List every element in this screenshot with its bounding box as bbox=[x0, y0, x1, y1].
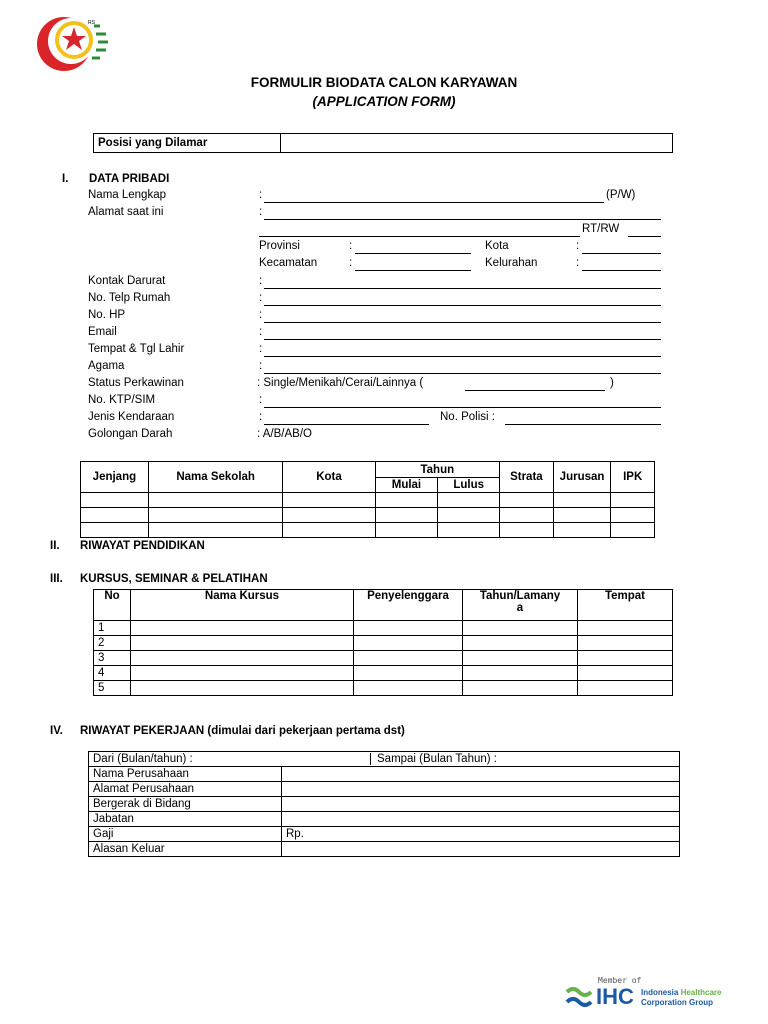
table-row bbox=[81, 493, 655, 508]
colon: : bbox=[349, 257, 353, 269]
header-penyelenggara: Penyelenggara bbox=[354, 590, 463, 621]
alamat-field-2[interactable] bbox=[259, 224, 580, 237]
header-tahun-lamanya-line1: Tahun/Lamany bbox=[479, 590, 561, 602]
colon: : bbox=[259, 411, 263, 423]
table-row bbox=[94, 681, 673, 696]
rtrw-field[interactable] bbox=[628, 224, 661, 237]
email-field[interactable] bbox=[264, 327, 661, 340]
row-number: 5 bbox=[94, 681, 131, 696]
hp-field[interactable] bbox=[264, 310, 661, 323]
header-ipk: IPK bbox=[611, 462, 655, 493]
work-label: Alasan Keluar bbox=[89, 842, 282, 857]
section-4-number: IV. bbox=[50, 725, 64, 737]
label-kecamatan: Kecamatan bbox=[259, 257, 318, 269]
status-options: : Single/Menikah/Cerai/Lainnya ( bbox=[257, 377, 424, 389]
label-kelurahan: Kelurahan bbox=[485, 257, 538, 269]
colon: : bbox=[576, 257, 580, 269]
header-jenjang: Jenjang bbox=[81, 462, 149, 493]
colon: : bbox=[259, 360, 263, 372]
polisi-field[interactable] bbox=[505, 412, 661, 425]
header-kota: Kota bbox=[283, 462, 375, 493]
work-label: Nama Perusahaan bbox=[89, 767, 282, 782]
colon: : bbox=[259, 189, 263, 201]
position-label: Posisi yang Dilamar bbox=[94, 134, 281, 153]
label-status: Status Perkawinan bbox=[88, 377, 184, 389]
rtrw-label: RT/RW bbox=[582, 223, 620, 235]
nama-field[interactable] bbox=[264, 190, 604, 203]
label-kota: Kota bbox=[485, 240, 509, 252]
label-telp: No. Telp Rumah bbox=[88, 292, 171, 304]
table-row bbox=[81, 508, 655, 523]
colon: : bbox=[259, 309, 263, 321]
header-strata: Strata bbox=[500, 462, 554, 493]
row-number: 2 bbox=[94, 636, 131, 651]
row-number: 1 bbox=[94, 621, 131, 636]
label-kendaraan: Jenis Kendaraan bbox=[88, 411, 175, 423]
colon: : bbox=[259, 206, 263, 218]
agama-field[interactable] bbox=[264, 361, 661, 374]
pw-label: (P/W) bbox=[606, 189, 636, 201]
table-row bbox=[81, 523, 655, 538]
kontak-field[interactable] bbox=[264, 276, 661, 289]
status-close: ) bbox=[610, 377, 614, 389]
ttl-field[interactable] bbox=[264, 344, 661, 357]
svg-text:RS: RS bbox=[88, 20, 95, 26]
section-2-number: II. bbox=[50, 540, 60, 552]
header-tahun: Tahun bbox=[375, 462, 500, 478]
ihc-indonesia: Indonesia bbox=[641, 988, 679, 997]
ihc-name-line1 bbox=[641, 988, 722, 997]
label-ktp: No. KTP/SIM bbox=[88, 394, 156, 406]
form-title: FORMULIR BIODATA CALON KARYAWAN bbox=[250, 75, 518, 90]
colon: : bbox=[259, 394, 263, 406]
colon: : bbox=[259, 326, 263, 338]
label-ttl: Tempat & Tgl Lahir bbox=[88, 343, 185, 355]
section-2-title: RIWAYAT PENDIDIKAN bbox=[80, 540, 205, 552]
row-number: 4 bbox=[94, 666, 131, 681]
section-1-title: DATA PRIBADI bbox=[89, 173, 170, 185]
label-provinsi: Provinsi bbox=[259, 240, 300, 252]
table-row bbox=[94, 651, 673, 666]
alamat-field-1[interactable] bbox=[264, 207, 661, 220]
table-row bbox=[94, 636, 673, 651]
colon: : bbox=[259, 292, 263, 304]
label-darah: Golongan Darah bbox=[88, 428, 173, 440]
ihc-logo-icon bbox=[563, 984, 597, 1010]
header-tempat: Tempat bbox=[578, 590, 673, 621]
kelurahan-field[interactable] bbox=[582, 258, 661, 271]
header-tahun-lamanya-line2: a bbox=[516, 602, 524, 614]
courses-table bbox=[93, 589, 673, 696]
label-hp: No. HP bbox=[88, 309, 126, 321]
kendaraan-field[interactable] bbox=[264, 412, 429, 425]
hospital-logo bbox=[36, 14, 128, 74]
ihc-name-line2: Corporation Group bbox=[641, 998, 713, 1007]
form-subtitle: (APPLICATION FORM) bbox=[312, 94, 456, 109]
ihc-wordmark: IHC bbox=[596, 984, 634, 1009]
label-agama: Agama bbox=[88, 360, 125, 372]
work-label: Gaji bbox=[89, 827, 282, 842]
provinsi-field[interactable] bbox=[355, 241, 471, 254]
colon: : bbox=[349, 240, 353, 252]
work-table bbox=[88, 751, 680, 857]
label-nama: Nama Lengkap bbox=[88, 189, 166, 201]
ihc-healthcare: Healthcare bbox=[680, 988, 722, 997]
status-other-field[interactable] bbox=[465, 378, 605, 391]
work-label: Jabatan bbox=[89, 812, 282, 827]
header-nama-kursus: Nama Kursus bbox=[131, 590, 354, 621]
label-polisi: No. Polisi : bbox=[440, 411, 495, 423]
work-label: Bergerak di Bidang bbox=[89, 797, 282, 812]
header-nama-sekolah: Nama Sekolah bbox=[148, 462, 283, 493]
work-label: Alamat Perusahaan bbox=[89, 782, 282, 797]
position-table bbox=[93, 133, 673, 153]
section-4-title: RIWAYAT PEKERJAAN (dimulai dari pekerjaan pertama dst) bbox=[80, 725, 405, 737]
table-row bbox=[94, 621, 673, 636]
header-jurusan: Jurusan bbox=[553, 462, 611, 493]
colon: : bbox=[259, 275, 263, 287]
table-row bbox=[94, 666, 673, 681]
header-mulai: Mulai bbox=[375, 478, 438, 493]
section-1-number: I. bbox=[62, 173, 69, 185]
kota-field[interactable] bbox=[582, 241, 661, 254]
kecamatan-field[interactable] bbox=[355, 258, 471, 271]
header-lulus: Lulus bbox=[438, 478, 500, 493]
section-3-number: III. bbox=[50, 573, 63, 585]
ktp-field[interactable] bbox=[264, 395, 661, 408]
header-no: No bbox=[94, 590, 131, 621]
section-3-title: KURSUS, SEMINAR & PELATIHAN bbox=[80, 573, 268, 585]
label-email: Email bbox=[88, 326, 117, 338]
position-field[interactable] bbox=[281, 134, 673, 153]
work-period-row bbox=[89, 752, 680, 767]
colon: : bbox=[576, 240, 580, 252]
label-kontak: Kontak Darurat bbox=[88, 275, 166, 287]
education-table bbox=[80, 461, 655, 538]
gaji-value[interactable]: Rp. bbox=[282, 827, 680, 842]
darah-options: : A/B/AB/O bbox=[257, 428, 312, 440]
sampai-label: Sampai (Bulan Tahun) : bbox=[377, 753, 497, 765]
label-alamat: Alamat saat ini bbox=[88, 206, 164, 218]
header-tahun-lamanya bbox=[463, 590, 578, 621]
row-number: 3 bbox=[94, 651, 131, 666]
member-of-label: Member of bbox=[598, 976, 642, 985]
colon: : bbox=[259, 343, 263, 355]
telp-field[interactable] bbox=[264, 293, 661, 306]
dari-label: Dari (Bulan/tahun) : bbox=[89, 753, 371, 765]
